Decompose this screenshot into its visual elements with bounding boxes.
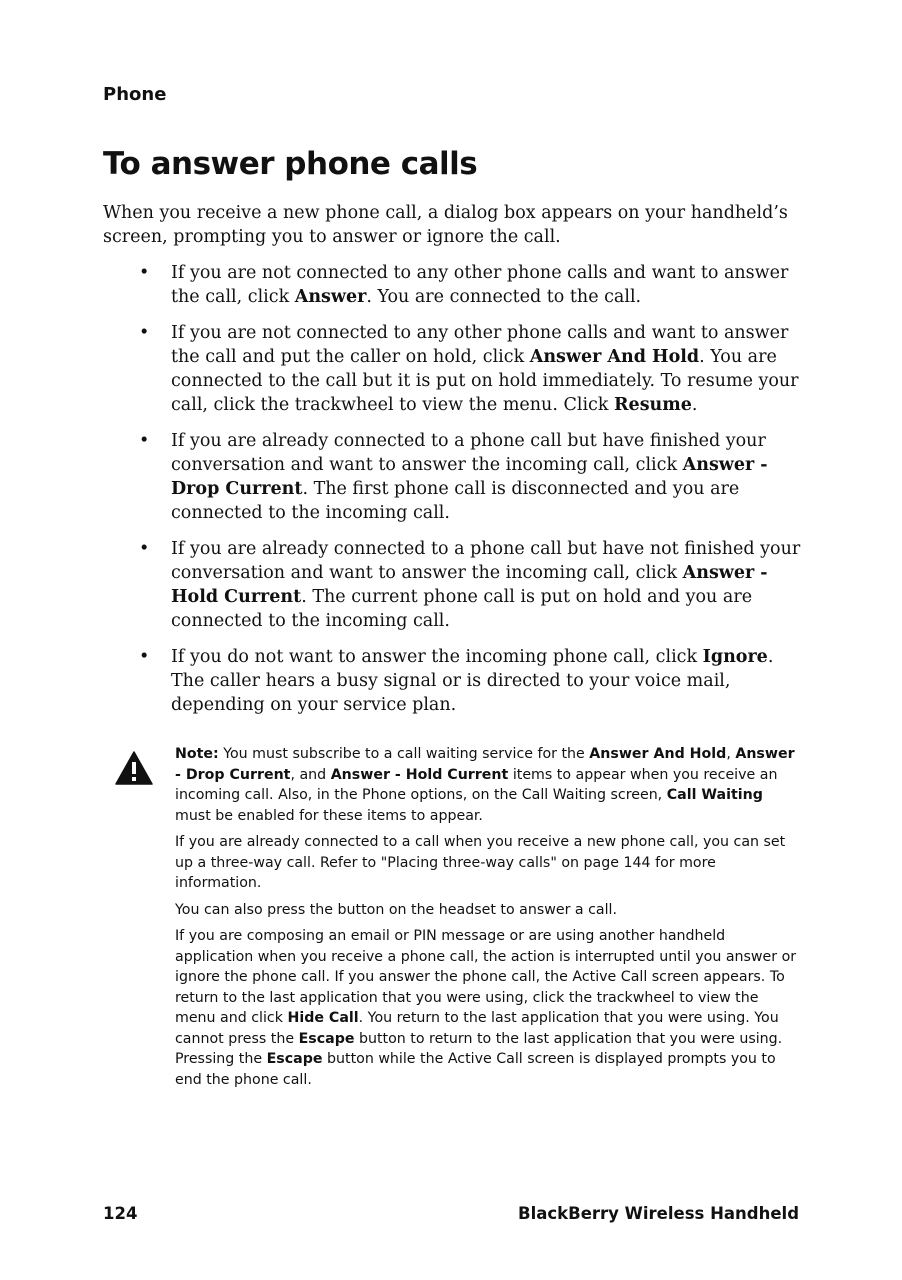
- note-paragraph: Note: You must subscribe to a call waiting service for the Answer And Hold, Answer - Drop Current, and Answer - Hold Current items to appear when you receive an incoming call. Also, in the Phone options, on the Call Waiting screen, Call Waiting must be enabled for these items to appear.: [175, 746, 795, 824]
- ui-term: Answer And Hold: [529, 347, 700, 367]
- bullet-icon: •: [139, 263, 150, 283]
- note-paragraph: You can also press the button on the headset to answer a call.: [175, 901, 618, 918]
- page-title: To answer phone calls: [103, 146, 478, 182]
- note-paragraph: If you are already connected to a call when you receive a new phone call, you can set up a three-way call. Refer to "Placing three-way calls" on page 144 for more information.: [175, 834, 786, 891]
- bullet-icon: •: [139, 539, 150, 559]
- book-title: BlackBerry Wireless Handheld: [518, 1204, 799, 1223]
- bullet-icon: •: [139, 323, 150, 343]
- note-box: [175, 744, 800, 1096]
- list-item: • If you are not connected to any other phone calls and want to answer the call, click Answer. You are connected to the call.: [139, 263, 789, 307]
- ui-term: Answer - Hold Current: [171, 563, 768, 607]
- note-label: Note:: [175, 746, 219, 762]
- list-item: • If you are already connected to a phone call but have finished your conversation and want to answer the incoming call, click Answer - Drop Current. The first phone call is disconnected and you are connected to the incoming call.: [139, 431, 768, 523]
- list-item: • If you are already connected to a phone call but have not finished your conversation and want to answer the incoming call, click Answer - Hold Current. The current phone call is put on hold and you are connected to the incoming call.: [139, 539, 801, 631]
- list-item: • If you are not connected to any other phone calls and want to answer the call and put the caller on hold, click Answer And Hold. You are connected to the call but it is put on hold immediately. To resume your call, click the trackwheel to view the menu. Click Resume.: [139, 323, 799, 415]
- answer-options-list: [103, 261, 803, 729]
- section-header: Phone: [103, 84, 167, 105]
- warning-icon: [115, 751, 153, 785]
- bullet-icon: •: [139, 431, 150, 451]
- list-item: • If you do not want to answer the incoming phone call, click Ignore. The caller hears a busy signal or is directed to your voice mail, depending on your service plan.: [139, 647, 774, 715]
- bullet-icon: •: [139, 647, 150, 667]
- ui-term: Answer: [294, 287, 367, 307]
- intro-paragraph: When you receive a new phone call, a dialog box appears on your handheld’s screen, prompting you to answer or ignore the call.: [103, 203, 788, 247]
- page-number: 124: [103, 1204, 138, 1223]
- ui-term: Ignore: [702, 647, 768, 667]
- ui-term: Resume: [614, 395, 692, 415]
- note-paragraph: If you are composing an email or PIN message or are using another handheld application when you receive a phone call, the action is interrupted until you answer or ignore the phone call. If you answer the phone call, the Active Call screen appears. To return to the last application that you were using, click the trackwheel to view the menu and click Hide Call. You return to the last application that you were using. You cannot press the Escape button to return to the last application that you were using. Pressing the Escape button while the Active Call screen is displayed prompts you to end the phone call.: [175, 928, 797, 1088]
- ui-term: Answer - Drop Current: [171, 455, 768, 499]
